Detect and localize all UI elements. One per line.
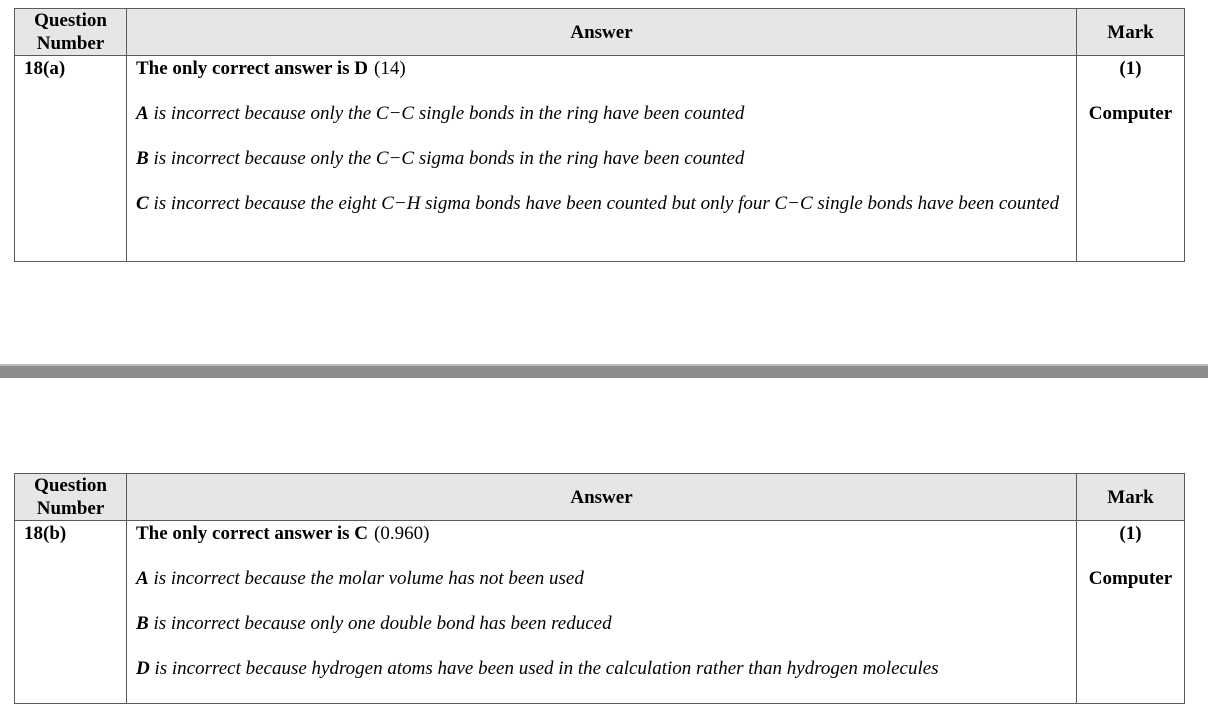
mark-type: Computer: [1088, 103, 1173, 124]
reason-text: is incorrect because the eight C−H sigma bonds have been counted but only four C−C single bonds have been counted: [153, 193, 1060, 214]
answer-row: [15, 56, 1185, 262]
question-number-header: Question Number: [15, 9, 127, 56]
incorrect-reason: [136, 102, 1068, 125]
reason-text: is incorrect because hydrogen atoms have been used in the calculation rather than hydrogen molecules: [154, 658, 939, 679]
question-number: 18(b): [15, 521, 127, 704]
question-number: 18(a): [15, 56, 127, 262]
mark-cell: [1077, 56, 1185, 262]
answer-header: Answer: [127, 9, 1077, 56]
mark-type: Computer: [1088, 568, 1173, 589]
incorrect-reason: [136, 657, 1068, 680]
option-letter: C: [136, 193, 149, 214]
reason-text: is incorrect because only the C−C single bonds in the ring have been counted: [153, 103, 745, 124]
incorrect-reason: [136, 567, 1068, 590]
correct-answer-text: The only correct answer is D: [136, 58, 369, 79]
option-letter: D: [136, 658, 150, 679]
mark-scheme-table-18a: [14, 8, 1185, 262]
reason-text: is incorrect because only the C−C sigma bonds in the ring have been counted: [153, 148, 745, 169]
mark-value: (1): [1119, 58, 1142, 79]
correct-answer-line: [136, 57, 1068, 80]
answer-cell: [127, 56, 1077, 262]
option-letter: A: [136, 103, 149, 124]
option-letter: A: [136, 568, 149, 589]
answer-cell: [127, 521, 1077, 704]
incorrect-reason: [136, 192, 1068, 215]
mark-header: Mark: [1077, 9, 1185, 56]
correct-answer-text: The only correct answer is C: [136, 523, 369, 544]
mark-scheme-table-18b: [14, 473, 1185, 704]
correct-answer-value: (0.960): [374, 523, 430, 544]
mark-cell: [1077, 521, 1185, 704]
header-row: [15, 474, 1185, 521]
page-divider: [0, 364, 1208, 378]
mark-value: (1): [1119, 523, 1142, 544]
incorrect-reason: [136, 612, 1068, 635]
option-letter: B: [136, 613, 149, 634]
incorrect-reason: [136, 147, 1068, 170]
mark-header: Mark: [1077, 474, 1185, 521]
correct-answer-value: (14): [374, 58, 406, 79]
answer-header: Answer: [127, 474, 1077, 521]
answer-row: [15, 521, 1185, 704]
option-letter: B: [136, 148, 149, 169]
question-number-header: Question Number: [15, 474, 127, 521]
correct-answer-line: [136, 522, 1068, 545]
header-row: [15, 9, 1185, 56]
reason-text: is incorrect because only one double bond has been reduced: [153, 613, 612, 634]
reason-text: is incorrect because the molar volume has not been used: [153, 568, 584, 589]
